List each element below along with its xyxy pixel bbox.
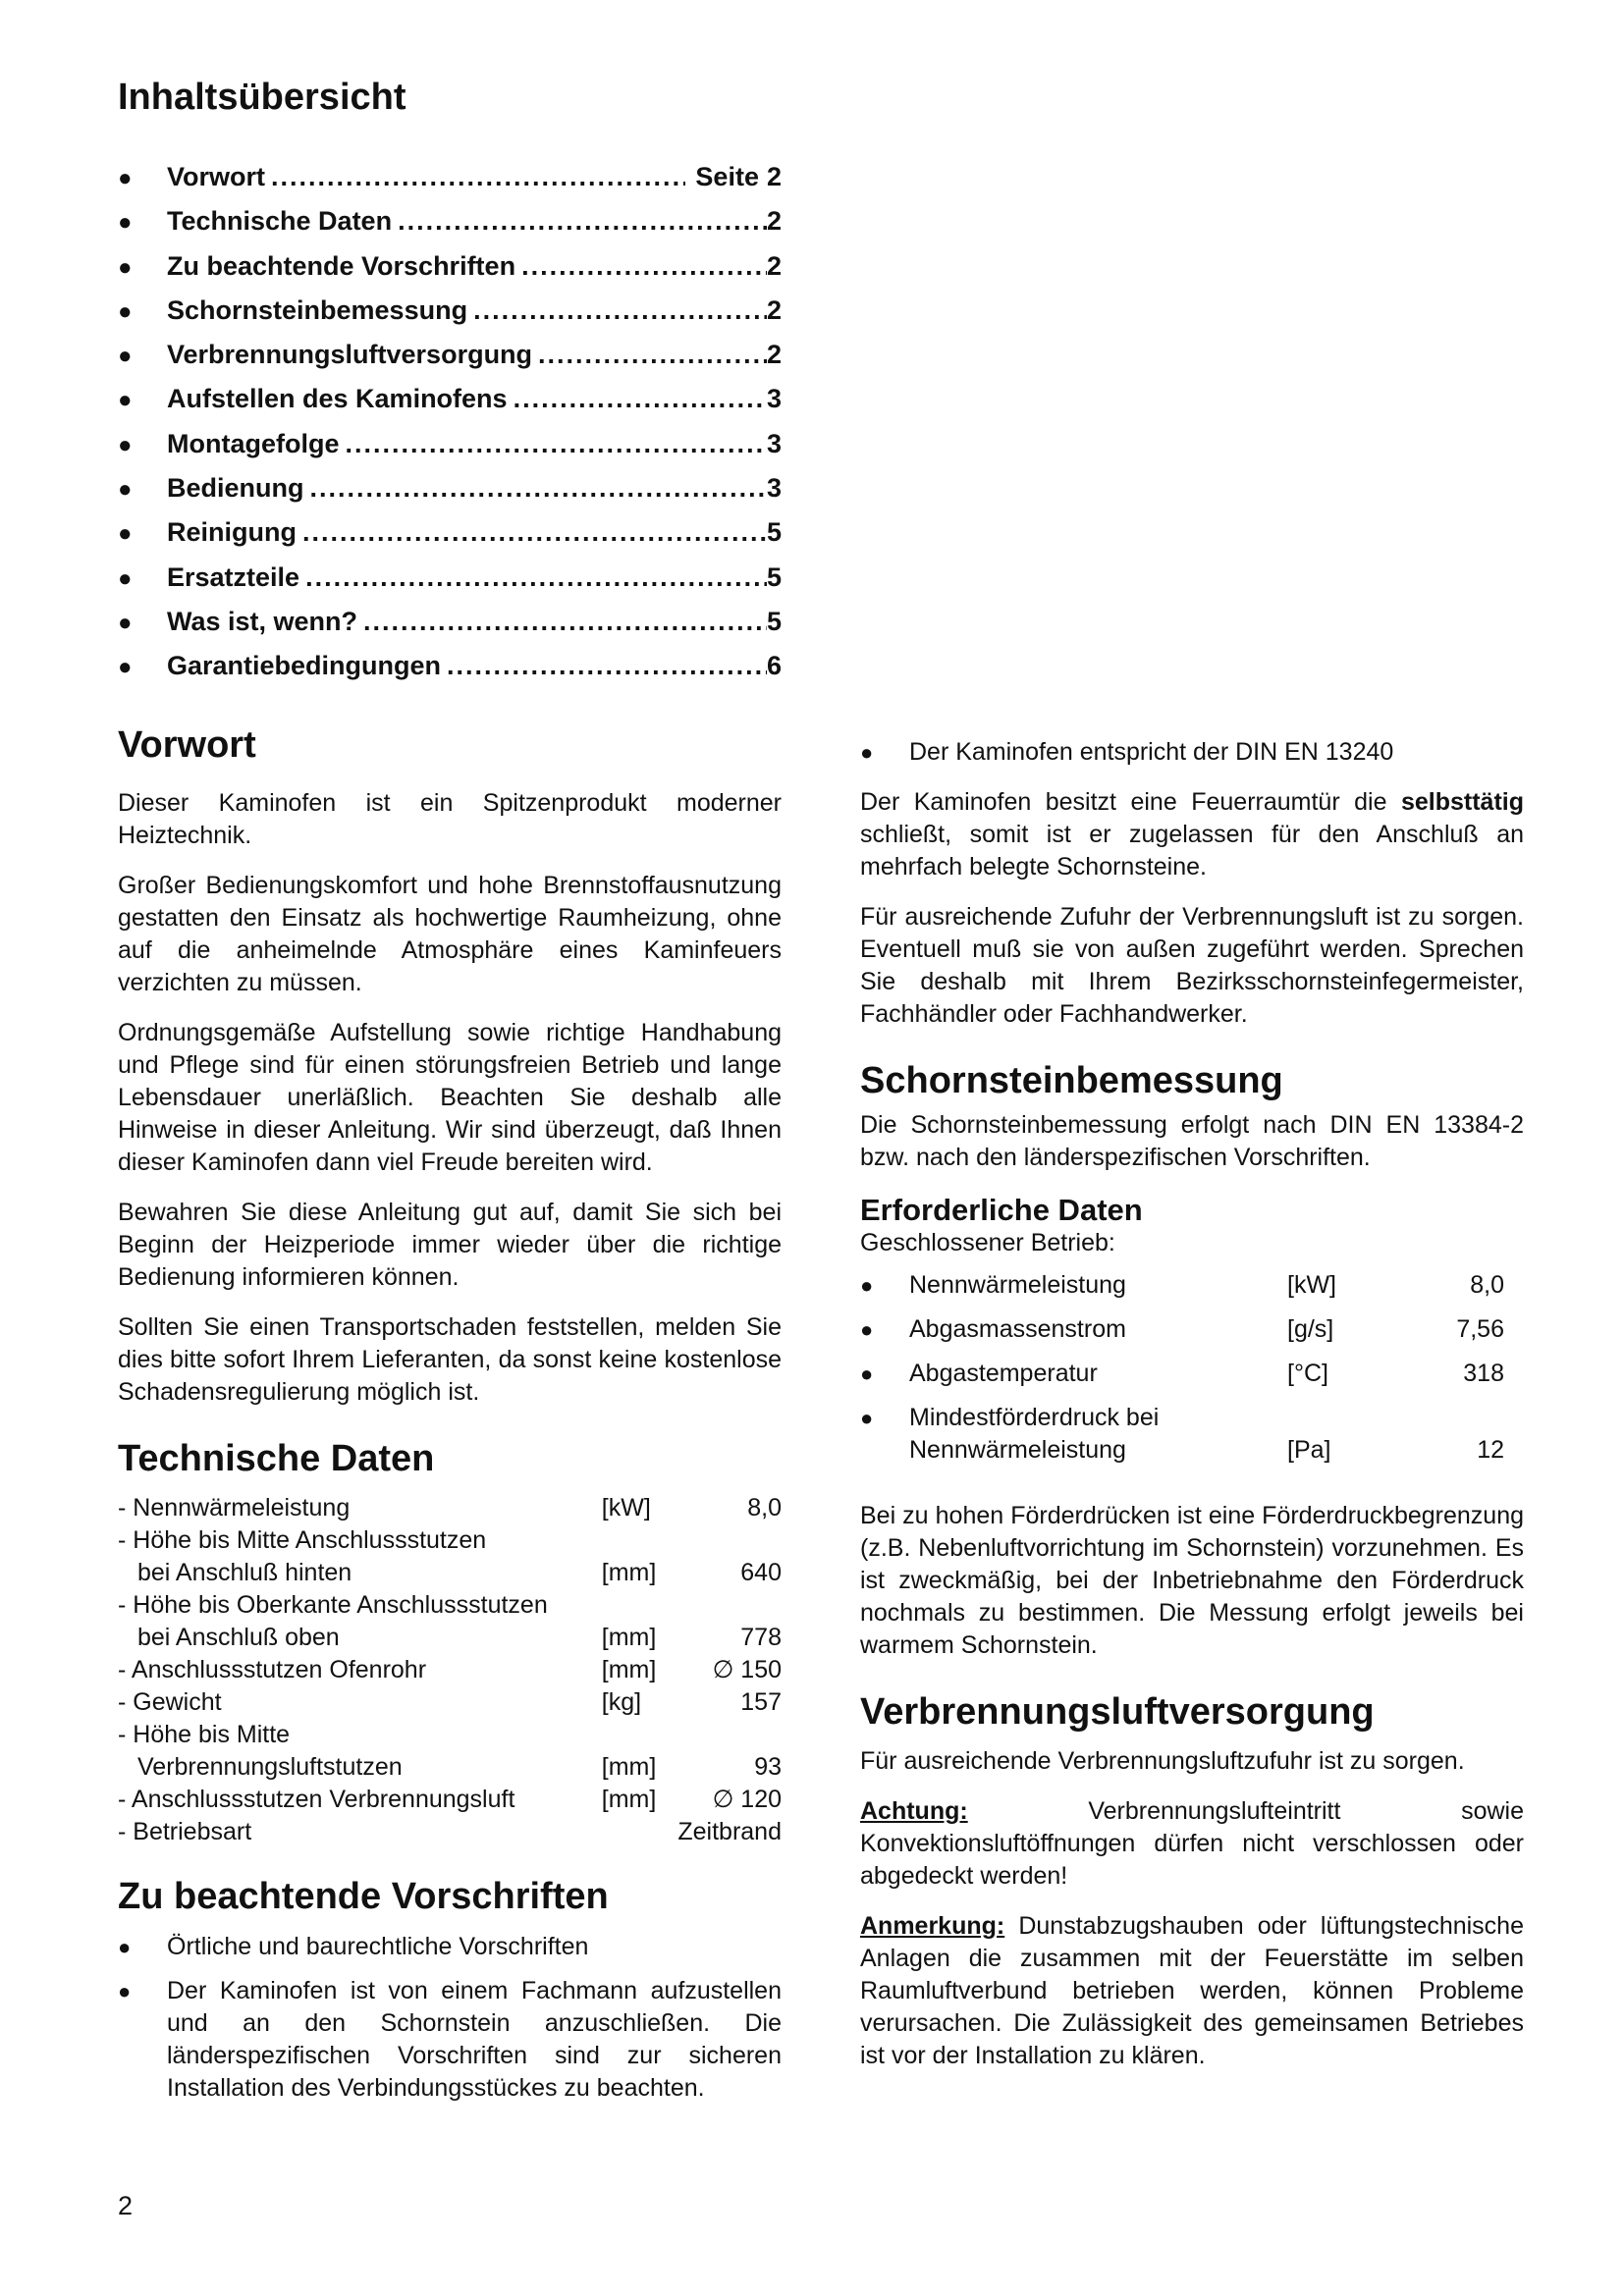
- tech-unit: [mm]: [601, 1753, 657, 1782]
- toc-leader-dots: [521, 251, 767, 282]
- bullet-icon: ●: [118, 165, 133, 191]
- data-unit: [g/s]: [1287, 1314, 1334, 1343]
- toc-entry-label: Was ist, wenn?: [167, 606, 358, 636]
- toc-entry-page: 5: [766, 517, 782, 548]
- table-row: [118, 1622, 782, 1654]
- data-value: 7,56: [1456, 1314, 1504, 1343]
- table-row: [118, 1784, 782, 1816]
- vorwort-paragraph: Dieser Kaminofen ist ein Spitzenprodukt moderner Heiztechnik.: [118, 788, 782, 849]
- section-title-technische-daten: Technische Daten: [118, 1437, 435, 1479]
- tech-value: Zeitbrand: [677, 1818, 782, 1846]
- bullet-icon: ●: [118, 387, 133, 414]
- tech-value: [677, 1524, 782, 1557]
- toc-entry: [118, 607, 782, 651]
- bullet-icon: ●: [860, 1272, 874, 1298]
- toc-entry-page: 3: [766, 473, 782, 504]
- bullet-icon: ●: [860, 740, 874, 765]
- data-label: Abgasmassenstrom: [909, 1314, 1126, 1343]
- toc-entry: [118, 206, 782, 250]
- list-item: [118, 1931, 782, 1963]
- tech-value: ∅ 150: [712, 1656, 782, 1684]
- toc-leader-dots: [398, 206, 767, 237]
- schornstein-outro: Bei zu hohen Förderdrücken ist eine Förderdruckbegrenzung (z.B. Nebenluftvorrichtung im Schornstein) vorzunehmen. Es ist zweckmäßig, bei der Inbetriebnahme den Förderdruck nochmals zu bestimmen. Die Messung erfolgt jeweils bei warmem Schornstein.: [860, 1501, 1524, 1659]
- bullet-icon: ●: [118, 431, 133, 458]
- toc-entry-page: 2: [766, 206, 782, 237]
- subsection-title: Erforderliche Daten: [860, 1192, 1143, 1227]
- data-unit: [°C]: [1287, 1359, 1328, 1387]
- bullet-icon: ●: [118, 253, 133, 281]
- list-item-text: Örtliche und baurechtliche Vorschriften: [167, 1933, 589, 1961]
- tech-label: - Höhe bis Oberkante Anschlussstutzen: [118, 1591, 548, 1620]
- tech-unit: [kg]: [601, 1688, 642, 1717]
- toc-leader-dots: [305, 562, 767, 593]
- section-title-vorschriften: Zu beachtende Vorschriften: [118, 1876, 609, 1918]
- tech-unit: [602, 1589, 678, 1622]
- toc-leader-dots: [310, 473, 767, 504]
- data-unit: [1287, 1402, 1405, 1478]
- tech-unit: [mm]: [601, 1624, 657, 1652]
- toc-leader-dots: [447, 651, 767, 681]
- vorwort-paragraph: Bewahren Sie diese Anleitung gut auf, damit Sie sich bei Beginn der Heizperiode immer wieder über die richtige Bedienung informieren können.: [118, 1198, 782, 1291]
- toc-entry-label: Garantiebedingungen: [167, 651, 442, 681]
- data-label-line: Mindestförderdruck bei: [909, 1403, 1160, 1431]
- vorwort-paragraph: Sollten Sie einen Transportschaden feststellen, melden Sie dies bitte sofort Ihrem Lieferanten, da sonst keine kostenlose Schadensregulierung möglich ist.: [118, 1312, 782, 1406]
- bullet-icon: ●: [118, 564, 133, 592]
- table-row: [118, 1686, 782, 1719]
- paragraph-text: Der Kaminofen besitzt eine Feuerraumtür die: [860, 788, 1401, 816]
- data-value: 318: [1463, 1359, 1504, 1387]
- tech-value: ∅ 120: [712, 1786, 782, 1814]
- table-row: [118, 1751, 782, 1784]
- tech-label: - Gewicht: [118, 1688, 222, 1717]
- bullet-icon: ●: [118, 1935, 132, 1960]
- data-label-line: Nennwärmeleistung: [909, 1435, 1126, 1464]
- tech-unit: [kW]: [601, 1494, 651, 1522]
- chimney-data-table: [860, 1269, 1524, 1478]
- toc-entry-page: 3: [766, 384, 782, 414]
- page-number: 2: [118, 2191, 134, 2220]
- toc-entry: [118, 473, 782, 517]
- tech-value: 8,0: [747, 1494, 782, 1522]
- tech-value: 640: [740, 1559, 782, 1587]
- feuerraum-paragraph: [860, 786, 1524, 883]
- zufuhr-paragraph: Für ausreichende Zufuhr der Verbrennungsluft ist zu sorgen. Eventuell muß sie von außen zugeführt werden. Sprechen Sie deshalb mit Ihrem Bezirksschornsteinfegermeister, Fachhändler oder Fachhandwerker.: [860, 903, 1524, 1028]
- schornstein-intro: Die Schornsteinbemessung erfolgt nach DIN EN 13384-2 bzw. nach den länderspezifischen Vorschriften.: [860, 1110, 1524, 1171]
- table-row: [860, 1313, 1524, 1358]
- toc-title: Inhaltsübersicht: [118, 77, 406, 118]
- data-value: [1405, 1402, 1524, 1478]
- toc-entry-label: Schornsteinbemessung: [167, 294, 468, 325]
- anmerkung-paragraph: [860, 1910, 1524, 2072]
- table-row: [118, 1557, 782, 1589]
- table-row: [860, 1402, 1524, 1478]
- tech-value: [677, 1719, 782, 1751]
- toc-page-prefix: Seite: [695, 162, 759, 191]
- toc-entry-page: 6: [766, 651, 782, 681]
- toc-entry-label: Technische Daten: [167, 206, 393, 237]
- section-title-schornstein: Schornsteinbemessung: [860, 1060, 1283, 1101]
- toc-entry: [118, 340, 782, 384]
- tech-value: 157: [740, 1688, 782, 1717]
- anmerkung-text: Dunstabzugshauben oder lüftungstechnische Anlagen die zusammen mit der Feuerstätte im selben Raumluftverbund betrieben werden, können Probleme verursachen. Die Zulässigkeit des gemeinsamen Betriebes ist vor der Installation zu klären.: [860, 1912, 1524, 2070]
- bullet-icon: ●: [860, 1405, 874, 1430]
- toc-entry: [118, 517, 782, 561]
- toc-leader-dots: [271, 162, 685, 192]
- toc-entry-label: Bedienung: [167, 473, 304, 504]
- tech-label: bei Anschluß oben: [137, 1624, 340, 1652]
- data-unit: [kW]: [1287, 1270, 1336, 1299]
- table-of-contents: [118, 162, 782, 696]
- toc-entry-label: Reinigung: [167, 517, 297, 548]
- table-row: [118, 1524, 782, 1557]
- table-row: [118, 1816, 782, 1848]
- tech-label: - Betriebsart: [118, 1818, 252, 1846]
- tech-unit: [602, 1816, 678, 1848]
- table-row: [860, 1358, 1524, 1402]
- left-column: [118, 724, 782, 2122]
- tech-label: - Nennwärmeleistung: [118, 1494, 351, 1522]
- section-title-vorwort: Vorwort: [118, 724, 256, 766]
- tech-unit: [602, 1719, 678, 1751]
- toc-entry-page: 2: [766, 250, 782, 281]
- toc-entry-label: Montagefolge: [167, 428, 340, 458]
- bullet-icon: ●: [118, 297, 133, 325]
- achtung-paragraph: [860, 1795, 1524, 1893]
- bullet-icon: ●: [118, 343, 133, 370]
- toc-entry-page: 5: [766, 561, 782, 592]
- tech-label: Verbrennungsluftstutzen: [137, 1753, 403, 1782]
- tech-unit: [mm]: [601, 1786, 657, 1814]
- toc-leader-dots: [514, 384, 767, 414]
- toc-entry-label: Ersatzteile: [167, 561, 300, 592]
- right-column: [860, 736, 1524, 2090]
- toc-entry-page: 2: [766, 340, 782, 370]
- bullet-icon: ●: [118, 209, 133, 237]
- toc-entry: [118, 384, 782, 428]
- tech-label: - Höhe bis Mitte: [118, 1721, 291, 1749]
- tech-value: 93: [754, 1753, 782, 1782]
- verbrennungsluft-paragraph: Für ausreichende Verbrennungsluftzufuhr ist zu sorgen.: [860, 1747, 1465, 1776]
- bullet-icon: ●: [118, 520, 133, 548]
- toc-entry: [118, 651, 782, 695]
- toc-leader-dots: [302, 517, 767, 548]
- achtung-text: Verbrennungslufteintritt sowie Konvektionsluftöffnungen dürfen nicht verschlossen oder abgedeckt werden!: [860, 1797, 1524, 1891]
- toc-entry: [118, 162, 782, 206]
- toc-leader-dots: [538, 340, 767, 370]
- bullet-icon: ●: [118, 1979, 132, 2004]
- vorschriften-list: [118, 1931, 782, 2105]
- data-value-text: 12: [1477, 1435, 1504, 1464]
- toc-entry-label: Verbrennungsluftversorgung: [167, 340, 533, 370]
- tech-unit: [mm]: [601, 1559, 657, 1587]
- toc-leader-dots: [473, 295, 767, 326]
- sub-caption: Geschlossener Betrieb:: [860, 1228, 1115, 1256]
- toc-leader-dots: [346, 429, 767, 459]
- toc-entry-page: 2: [766, 162, 782, 191]
- paragraph-text: schließt, somit ist er zugelassen für den Anschluß an mehrfach belegte Schornsteine.: [860, 821, 1524, 881]
- toc-leader-dots: [363, 607, 767, 637]
- toc-entry-label: Vorwort: [167, 162, 265, 191]
- table-row: [118, 1654, 782, 1686]
- toc-entry-label: Zu beachtende Vorschriften: [167, 250, 516, 281]
- table-row: [118, 1589, 782, 1622]
- bullet-icon: ●: [118, 476, 133, 504]
- anmerkung-label: Anmerkung:: [860, 1912, 1005, 1941]
- bullet-icon: ●: [118, 609, 133, 636]
- list-item-text: Der Kaminofen ist von einem Fachmann aufzustellen und an den Schornstein anzuschließen. Die länderspezifischen Vorschriften sind zur sicheren Installation des Verbindungsstückes zu beachten.: [167, 1977, 782, 2103]
- toc-entry: [118, 295, 782, 340]
- din-list: [860, 736, 1524, 769]
- bullet-icon: ●: [860, 1361, 874, 1386]
- vorwort-paragraph: Großer Bedienungskomfort und hohe Brennstoffausnutzung gestatten den Einsatz als hochwertige Raumheizung, ohne auf die anheimelnde Atmosphäre eines Kaminfeuers verzichten zu müssen.: [118, 871, 782, 996]
- list-item: [860, 736, 1524, 769]
- bullet-icon: ●: [860, 1316, 874, 1342]
- toc-entry: [118, 562, 782, 607]
- table-row: [860, 1269, 1524, 1313]
- toc-entry-page: 3: [766, 428, 782, 458]
- toc-entry: [118, 251, 782, 295]
- tech-label: - Anschlussstutzen Verbrennungsluft: [118, 1786, 515, 1814]
- tech-label: - Höhe bis Mitte Anschlussstutzen: [118, 1526, 487, 1555]
- tech-value: [677, 1589, 782, 1622]
- toc-entry-page: 5: [766, 606, 782, 636]
- toc-entry-page: 2: [766, 294, 782, 325]
- tech-label: bei Anschluß hinten: [137, 1559, 352, 1587]
- bullet-icon: ●: [118, 654, 133, 681]
- achtung-label: Achtung:: [860, 1797, 968, 1826]
- list-item-text: Der Kaminofen entspricht der DIN EN 13240: [909, 738, 1394, 766]
- list-item: [118, 1975, 782, 2105]
- data-value: 8,0: [1470, 1270, 1504, 1299]
- table-row: [118, 1719, 782, 1751]
- bold-text: selbsttätig: [1400, 788, 1524, 816]
- toc-entry-label: Aufstellen des Kaminofens: [167, 384, 508, 414]
- table-row: [118, 1492, 782, 1524]
- tech-value: 778: [740, 1624, 782, 1652]
- technical-data-table: [118, 1492, 782, 1848]
- tech-unit: [602, 1524, 678, 1557]
- data-label: Nennwärmeleistung: [909, 1270, 1126, 1299]
- toc-entry: [118, 429, 782, 473]
- data-label: [909, 1402, 1287, 1478]
- section-title-verbrennungsluft: Verbrennungsluftversorgung: [860, 1690, 1375, 1733]
- vorwort-paragraph: Ordnungsgemäße Aufstellung sowie richtige Handhabung und Pflege sind für einen störungsfreien Betrieb und lange Lebensdauer unerläßlich. Beachten Sie deshalb alle Hinweise in dieser Anleitung. Wir sind überzeugt, daß Ihnen dieser Kaminofen dann viel Freude bereiten wird.: [118, 1018, 782, 1176]
- tech-unit: [mm]: [601, 1656, 657, 1684]
- tech-label: - Anschlussstutzen Ofenrohr: [118, 1656, 427, 1684]
- data-unit-text: [Pa]: [1287, 1435, 1331, 1464]
- data-label: Abgastemperatur: [909, 1359, 1098, 1387]
